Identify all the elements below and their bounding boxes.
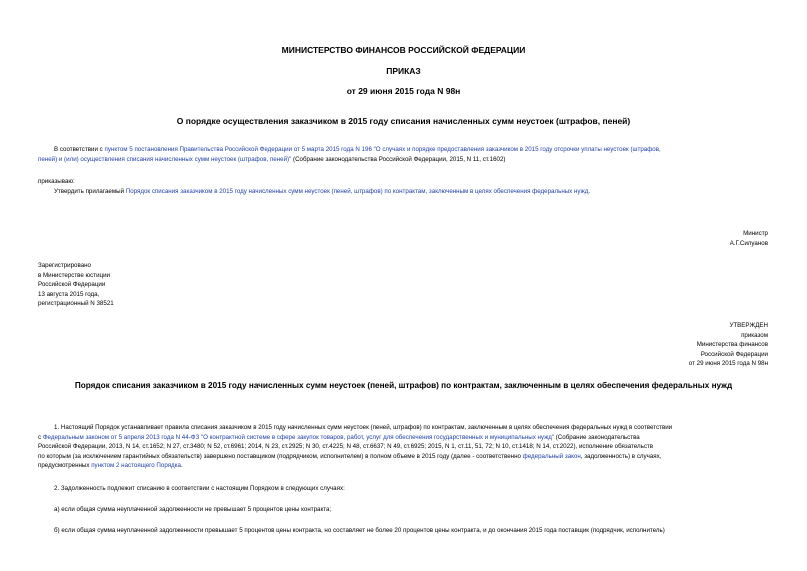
registration-line: 13 августа 2015 года,	[38, 290, 100, 298]
p1-text: с	[38, 433, 43, 441]
approved-line: от 29 июня 2015 года N 98н	[688, 360, 768, 368]
p1-line	[38, 452, 778, 462]
approved-line: Российской Федерации	[700, 350, 768, 358]
registration-line: Российской Федерации	[38, 281, 106, 289]
procedure-subpoint-b: б) если общая сумма неуплаченной задолженности превышает 5 процентов цены контракта, но составляет не более 20 процентов цены контракта, и до окончания 2015 года поставщик (подрядчик, исполнитель)	[54, 527, 665, 534]
signature-block	[600, 229, 768, 248]
doc-date-number: от 29 июня 2015 года N 98н	[346, 86, 461, 96]
point-2-link[interactable]: пунктом 2 настоящего Порядка	[91, 462, 181, 470]
procedure-link[interactable]: Порядок списания заказчиком в 2015 году начисленных сумм неустоек (пеней, штрафов) по контрактам, заключенным в целях обеспечения федеральных нужд	[125, 188, 589, 195]
p1-line	[38, 461, 778, 471]
registration-line: Зарегистрировано	[38, 262, 91, 269]
signature-position: Министр	[743, 230, 768, 237]
approve-paragraph	[54, 187, 590, 197]
p1-text: , задолженность) в случаях,	[580, 452, 662, 460]
procedure-subpoint-a: а) если общая сумма неуплаченной задолженности не превышает 5 процентов цены контракта;	[54, 506, 332, 513]
procedure-title: Порядок списания заказчиком в 2015 году начисленных сумм неустоек (пеней, штрафов) по контрактам, заключенным в целях обеспечения федеральных нужд	[74, 381, 733, 390]
doc-type-heading: ПРИКАЗ	[386, 66, 421, 76]
procedure-paragraph-1	[38, 423, 778, 471]
p1-text: .	[180, 462, 183, 470]
p1-line: 1. Настоящий Порядок устанавливает правила списания заказчиком в 2015 году начисленных сумм неустоек (пеней, штрафов) по контрактам, заключенным в целях обеспечения федеральных нужд в соответствии	[54, 424, 673, 431]
government-decree-link[interactable]: пунктом 5 постановления Правительства Российской Федерации от 5 марта 2015 года N 196 "О случаях и порядке предоставления заказчиком в 2015 году отсрочки уплаты неустоек (штрафов,	[104, 146, 661, 153]
ministry-heading: МИНИСТЕРСТВО ФИНАНСОВ РОССИЙСКОЙ ФЕДЕРАЦИИ	[281, 45, 526, 55]
approved-line: УТВЕРЖДЕН	[729, 322, 768, 329]
signature-name: А.Г.Силуанов	[729, 239, 768, 247]
procedure-paragraph-2: 2. Задолженность подлежит списанию в соответствии с настоящим Порядком в следующих случаях:	[54, 485, 345, 492]
federal-law-44fz-link[interactable]: Федеральным законом от 5 апреля 2013 года N 44-ФЗ "О контрактной системе в сфере закупок товаров, работ, услуг для обеспечения государственных и муниципальных нужд"	[42, 433, 555, 441]
registration-line: в Министерстве юстиции	[38, 271, 111, 279]
preamble-text-end: (Собрание законодательства Российской Федерации, 2015, N 11, ст.1602)	[291, 155, 506, 163]
p1-text: предусмотренных	[38, 462, 92, 470]
p1-line	[38, 433, 778, 443]
approve-text: Утвердить прилагаемый	[54, 188, 126, 195]
order-word: приказываю:	[38, 178, 75, 185]
approve-text-end: .	[588, 188, 591, 195]
preamble-paragraph	[38, 145, 778, 164]
government-decree-link-cont[interactable]: пеней) и (или) осуществления списания начисленных сумм неустоек (штрафов, пеней)"	[38, 155, 292, 163]
approved-line: Министерства финансов	[696, 341, 768, 349]
p1-text: по которым (за исключением гарантийных обязательств) завершено поставщиком (подрядчиком, исполнителем) в полном объеме в 2015 году (далее - соответственно	[38, 452, 523, 460]
document-title: О порядке осуществления заказчиком в 2015 году списания начисленных сумм неустоек (штрафов, пеней)	[176, 116, 631, 126]
p1-line: Российской Федерации, 2013, N 14, ст.1652; N 27, ст.3480; N 52, ст.6961; 2014, N 23, ст.2925; N 30, ст.4225; N 48, ст.6637; N 49, ст.6925; 2015, N 1, ст.11, 51, 72; N 10, ст.1418; N 14, ст.2022), исполнение обязательств	[38, 443, 654, 451]
registration-line: регистрационный N 38521	[38, 300, 114, 308]
approved-block	[560, 321, 768, 369]
federal-law-link[interactable]: федеральный закон	[522, 452, 581, 460]
preamble-text-start: В соответствии с	[54, 146, 105, 153]
registration-block	[38, 261, 114, 309]
approved-line: приказом	[741, 331, 768, 339]
p1-text: (Собрание законодательства	[554, 433, 640, 441]
